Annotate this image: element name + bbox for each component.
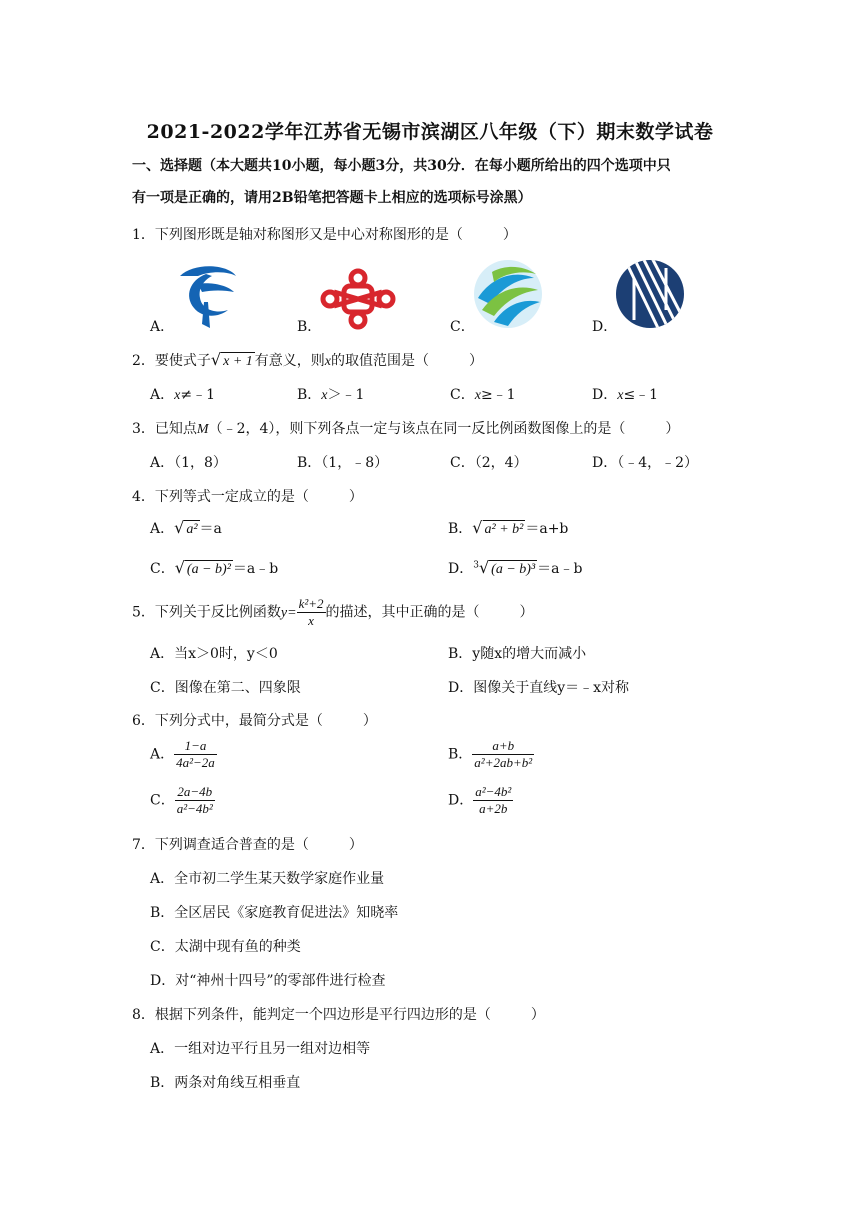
q5-option-a: A．当x＞0时，y＜0 xyxy=(150,646,278,662)
question-5: 5．下列关于反比例函数y= $\frac{\text{k²+2}}{x}$ 的描述，其中正确的是（ ） xyxy=(132,596,534,628)
china-unicom-logo xyxy=(320,268,396,330)
q5-option-b: B．y随x的增大而减小 xyxy=(448,646,587,662)
q3-option-b: B．（1，﹣8） xyxy=(297,455,389,471)
q7-option-c: C．太湖中现有鱼的种类 xyxy=(150,939,301,955)
q6-option-d: D． $\frac{\text{a²−4b²}}{a+2b}$ xyxy=(448,784,512,816)
q4-option-d: D．$^3$√ (a − b)³ ＝a﹣b xyxy=(448,558,583,577)
q2-option-a: A．x≠﹣1 xyxy=(150,387,215,403)
q8-option-a: A．一组对边平行且另一组对边相等 xyxy=(150,1041,371,1057)
q5-option-c: C．图像在第二、四象限 xyxy=(150,680,301,696)
q1-option-a: A． xyxy=(150,319,175,335)
q5-fraction: $\frac{\text{k²+2}}{x}$ xyxy=(298,596,324,628)
q7-option-b: B．全区居民《家庭教育促进法》知晓率 xyxy=(150,905,399,921)
q7-option-a: A．全市初二学生某天数学家庭作业量 xyxy=(150,871,385,887)
question-3: 3．已知点M（﹣2，4），则下列各点一定与该点在同一反比例函数图像上的是（ ） xyxy=(132,421,680,437)
q1-option-b: B． xyxy=(297,319,322,335)
section-line-1: 一、选择题（本大题共10小题，每小题3分，共30分．在每小题所给出的四个选项中只 xyxy=(132,158,671,174)
q3-option-a: A．（1，8） xyxy=(150,455,227,471)
q3-option-d: D．（﹣4，﹣2） xyxy=(592,455,699,471)
q6-option-a: A． $\frac{1-a}{\text{4a²−2a}}$ xyxy=(150,738,215,770)
question-7: 7．下列调查适合普查的是（ ） xyxy=(132,837,363,853)
q1-option-c: C． xyxy=(450,319,475,335)
q2-option-d: D．x≤﹣1 xyxy=(592,387,659,403)
sqrt-symbol: √ xyxy=(210,350,222,369)
question-4: 4．下列等式一定成立的是（ ） xyxy=(132,489,363,505)
question-1: 1．下列图形既是轴对称图形又是中心对称图形的是（ ） xyxy=(132,227,517,243)
question-6: 6．下列分式中，最简分式是（ ） xyxy=(132,713,377,729)
q6-option-b: B． $\frac{a+b}{\text{a²+2ab+b²}}$ xyxy=(448,738,533,770)
q3-option-c: C．（2，4） xyxy=(450,455,528,471)
q6-option-c: C． $\frac{2a-4b}{\text{a²−4b²}}$ xyxy=(150,784,213,816)
q5-option-d: D．图像关于直线y＝﹣x对称 xyxy=(448,680,630,696)
q8-option-b: B．两条对角线互相垂直 xyxy=(150,1075,301,1091)
q4-option-b: B．√ a² + b² ＝a+b xyxy=(448,518,569,537)
q2-option-b: B．x＞﹣1 xyxy=(297,387,365,403)
q4-option-a: A．√ a² ＝a xyxy=(150,518,222,537)
china-mobile-logo xyxy=(472,258,544,330)
q7-option-d: D．对“神州十四号”的零部件进行检查 xyxy=(150,973,386,989)
network-logo xyxy=(614,258,686,330)
q2-option-c: C．x≥﹣1 xyxy=(450,387,516,403)
section-line-2: 有一项是正确的，请用2B铅笔把答题卡上相应的选项标号涂黑） xyxy=(132,190,532,206)
q4-option-c: C．√ (a − b)² ＝a﹣b xyxy=(150,558,279,577)
section-header xyxy=(132,150,752,214)
question-8: 8．根据下列条件，能判定一个四边形是平行四边形的是（ ） xyxy=(132,1007,545,1023)
q1-option-d: D． xyxy=(592,319,618,335)
page-title: 2021-2022学年江苏省无锡市滨湖区八年级（下）期末数学试卷 xyxy=(146,121,714,143)
china-telecom-logo xyxy=(172,262,244,328)
question-2: 2．要使式子√ x + 1 有意义，则x的取值范围是（ ） xyxy=(132,350,484,369)
